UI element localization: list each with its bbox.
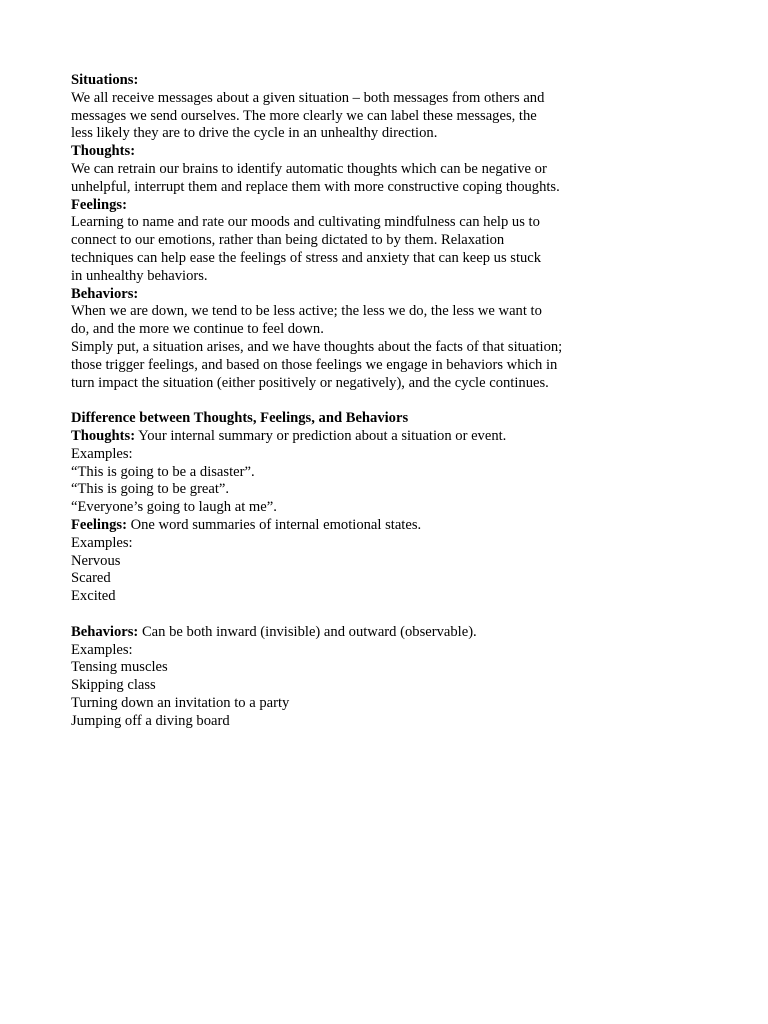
behaviors-example: Skipping class	[71, 677, 156, 694]
feelings-line: Learning to name and rate our moods and cultivating mindfulness can help us to	[71, 214, 540, 231]
feelings-heading: Feelings:	[71, 196, 127, 213]
feelings-definition	[71, 517, 591, 535]
behaviors-line: those trigger feelings, and based on those feelings we engage in behaviors which in	[71, 356, 558, 373]
behaviors-line: turn impact the situation (either positively or negatively), and the cycle continues.	[71, 374, 549, 391]
behaviors-example: Turning down an invitation to a party	[71, 694, 290, 711]
behaviors-examples-label: Examples:	[71, 641, 133, 658]
behaviors-line: Simply put, a situation arises, and we have thoughts about the facts of that situation;	[71, 338, 563, 355]
feelings-example: Scared	[71, 570, 111, 587]
paragraph-gap	[71, 392, 591, 410]
feelings-examples-label: Examples:	[71, 534, 133, 551]
behaviors-heading: Behaviors:	[71, 285, 139, 302]
situations-line: less likely they are to drive the cycle in an unhealthy direction.	[71, 125, 438, 142]
thoughts-line: unhelpful, interrupt them and replace them with more constructive coping thoughts.	[71, 178, 560, 195]
feelings-line: techniques can help ease the feelings of stress and anxiety that can keep us stuck	[71, 249, 542, 266]
behaviors-example: Tensing muscles	[71, 659, 168, 676]
feelings-definition-label: Feelings:	[71, 516, 127, 533]
thoughts-definition	[71, 428, 591, 446]
behaviors-line: do, and the more we continue to feel down.	[71, 321, 324, 338]
difference-heading: Difference between Thoughts, Feelings, and Behaviors	[71, 410, 409, 427]
thoughts-line: We can retrain our brains to identify automatic thoughts which can be negative or	[71, 160, 547, 177]
feelings-definition-text: One word summaries of internal emotional states.	[126, 516, 422, 533]
thoughts-example: “This is going to be great”.	[71, 481, 230, 498]
thoughts-heading: Thoughts:	[71, 143, 136, 160]
thoughts-example: “Everyone’s going to laugh at me”.	[71, 499, 277, 516]
behaviors-definition-text: Can be both inward (invisible) and outward (observable).	[138, 623, 477, 640]
situations-line: messages we send ourselves. The more clearly we can label these messages, the	[71, 107, 537, 124]
document-body	[71, 72, 591, 730]
paragraph-gap	[71, 606, 591, 624]
feelings-example: Nervous	[71, 552, 121, 569]
thoughts-examples-label: Examples:	[71, 445, 133, 462]
thoughts-definition-text: Your internal summary or prediction about a situation or event.	[135, 427, 507, 444]
feelings-example: Excited	[71, 588, 116, 605]
behaviors-definition-label: Behaviors:	[71, 623, 139, 640]
feelings-line: in unhealthy behaviors.	[71, 267, 208, 284]
behaviors-example: Jumping off a diving board	[71, 712, 230, 729]
feelings-line: connect to our emotions, rather than being dictated to by them. Relaxation	[71, 232, 505, 249]
situations-heading: Situations:	[71, 72, 139, 88]
behaviors-line: When we are down, we tend to be less active; the less we do, the less we want to	[71, 303, 542, 320]
thoughts-example: “This is going to be a disaster”.	[71, 463, 255, 480]
thoughts-definition-label: Thoughts:	[71, 427, 136, 444]
situations-line: We all receive messages about a given situation – both messages from others and	[71, 89, 545, 106]
behaviors-definition	[71, 624, 591, 642]
